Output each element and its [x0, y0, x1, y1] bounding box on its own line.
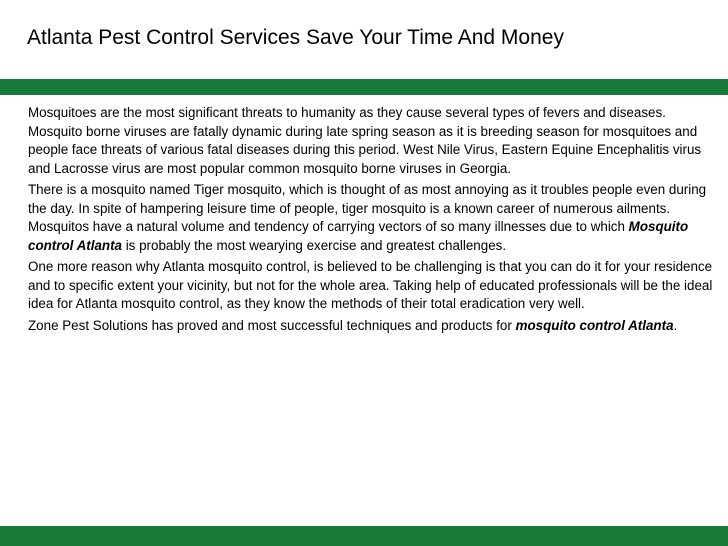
slide-body [28, 104, 713, 338]
slide-title: Atlanta Pest Control Services Save Your Time And Money [27, 26, 564, 49]
paragraph-2-text-end: is probably the most wearying exercise and greatest challenges. [121, 237, 507, 253]
paragraph-4-text-start: Zone Pest Solutions has proved and most successful techniques and products for [28, 317, 516, 333]
paragraph-4 [28, 317, 713, 336]
top-accent-band [0, 79, 728, 95]
paragraph-3: One more reason why Atlanta mosquito control, is believed to be challenging is that you can do it for your residence and to specific extent your vicinity, but not for the whole area. Taking help of educated professionals will be the ideal idea for Atlanta mosquito control, as they know the methods of their total eradication very well. [28, 259, 713, 311]
paragraph-1: Mosquitoes are the most significant threats to humanity as they cause several types of fevers and diseases. Mosquito borne viruses are fatally dynamic during late spring season as it is breeding season for mosquitoes and people face threats of various fatal diseases during this period. West Nile Virus, Eastern Equine Encephalitis virus and Lacrosse virus are most popular common mosquito borne viruses in Georgia. [28, 105, 702, 176]
paragraph-2 [28, 181, 713, 255]
paragraph-2-text-start: There is a mosquito named Tiger mosquito, which is thought of as most annoying as it troubles people even during the day. In spite of hampering leisure time of people, tiger mosquito is a known career of numerous ailments. Mosquitos have a natural volume and tendency of carrying vectors of so many illnesses due to which [28, 182, 707, 234]
paragraph-2-emphasis: Mosquito control Atlanta [28, 219, 689, 253]
bottom-accent-band [0, 526, 728, 546]
paragraph-4-text-end: . [673, 317, 678, 333]
paragraph-4-emphasis: mosquito control Atlanta [515, 317, 674, 333]
